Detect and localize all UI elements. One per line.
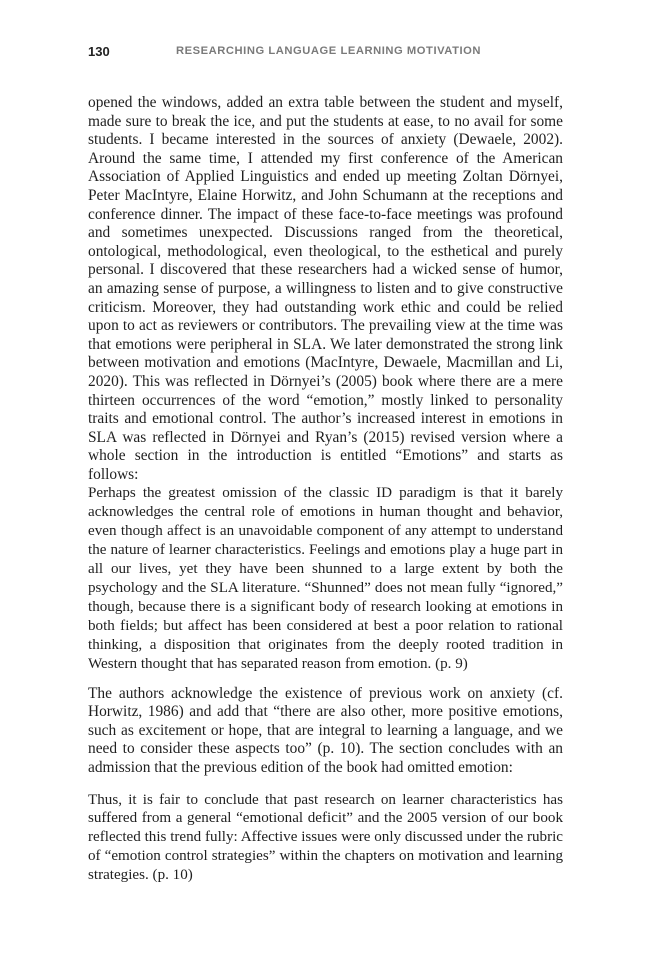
block-quote: Thus, it is fair to conclude that past research on learner characteristics has suffered from a general “emotional deficit” and the 2005 version of our book reflected this trend fully: Affective issues were only discussed under the rubric of “emotion control strategies” within the chapters on motivation and learning strategies. (p. 10) [88, 791, 563, 884]
page-number: 130 [88, 44, 110, 59]
running-title: RESEARCHING LANGUAGE LEARNING MOTIVATION [176, 45, 482, 57]
body-text [88, 94, 563, 885]
running-head [88, 44, 564, 64]
body-paragraph: The authors acknowledge the existence of previous work on anxiety (cf. Horwitz, 1986) and add that “there are also other, more positive emotions, such as excitement or hope, that are integral to learning a language, and we need to consider these aspects too” (p. 10). The section concludes with an admission that the previous edition of the book had omitted emotion: [88, 684, 563, 776]
block-quote: Perhaps the greatest omission of the classic ID paradigm is that it barely acknowledges the central role of emotions in human thought and behavior, even though affect is an unavoidable component of any attempt to understand the nature of learner characteristics. Feelings and emotions play a huge part in all our lives, yet they have been shunned to a large extent by both the psychology and the SLA literature. “Shunned” does not mean fully “ignored,” though, because there is a significant body of research looking at emotions in both fields; but affect has been considered at best a poor relation to rational thinking, a disposition that originates from the deeply rooted tradition in Western thought that has separated reason from emotion. (p. 9) [88, 485, 563, 672]
body-paragraph: opened the windows, added an extra table between the student and myself, made sure to break the ice, and put the students at ease, to no avail for some students. I became interested in the sources of anxiety (Dewaele, 2002). Around the same time, I attended my first conference of the American Association of Applied Linguistics and ended up meeting Zoltan Dörnyei, Peter MacIntyre, Elaine Horwitz, and John Schumann at the receptions and conference dinner. The impact of these face-to-face meetings was profound and sometimes unexpected. Discussions ranged from the theoretical, ontological, methodological, even theological, to the esthetical and purely personal. I discovered that these researchers had a wicked sense of humor, an amazing sense of purpose, a willingness to listen and to give constructive criticism. Moreover, they had outstanding work ethic and could be relied upon to act as reviewers or contributors. The prevailing view at the time was that emotions were peripheral in SLA. We later demonstrated the strong link between motivation and emotions (MacIntyre, Dewaele, Macmillan and Li, 2020). This was reflected in Dörnyei’s (2005) book where there are a mere thirteen occurrences of the word “emotion,” mostly linked to personality traits and emotional control. The author’s increased interest in emotions in SLA was reflected in Dörnyei and Ryan’s (2015) revised version where a whole section in the introduction is entitled “Emotions” and starts as follows: [88, 94, 563, 483]
